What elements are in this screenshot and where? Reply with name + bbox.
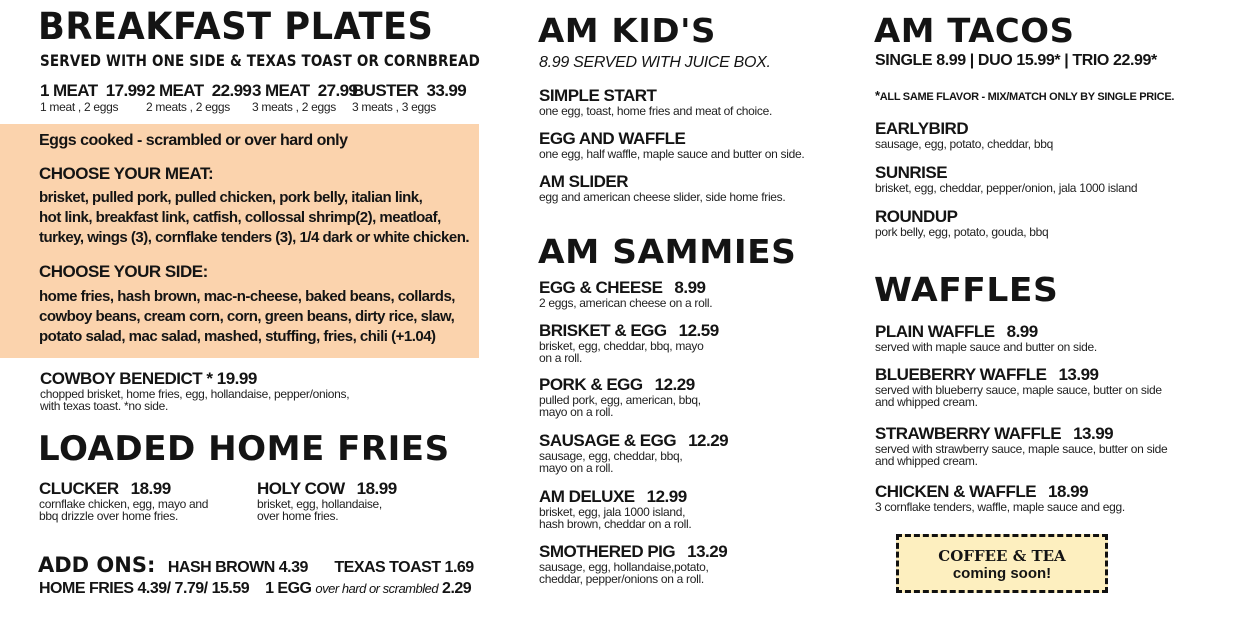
meat-line: turkey, wings (3), cornflake tenders (3), 1/4 dark or white chicken. [39, 229, 470, 246]
menu-item-name: AM SLIDER [539, 172, 628, 191]
add-ons-label: ADD ONS: [38, 553, 156, 577]
menu-item-desc: cheddar, pepper/onions on a roll. [539, 572, 704, 586]
plate-option-name: 3 MEAT [252, 81, 310, 100]
menu-item-desc: 2 eggs, american cheese on a roll. [539, 296, 713, 310]
am-kids-title: AM KID'S [538, 11, 717, 50]
menu-item-desc: brisket, egg, hollandaise, [257, 497, 382, 511]
add-on-texas-toast: TEXAS TOAST 1.69 [334, 559, 474, 576]
plate-option-desc: 1 meat , 2 eggs [40, 100, 119, 114]
menu-item-name: SIMPLE START [539, 86, 657, 105]
menu-item-price: 13.99 [1058, 365, 1099, 384]
menu-item [875, 365, 1162, 408]
menu-item-desc: brisket, egg, cheddar, bbq, mayo [539, 339, 704, 353]
menu-item-desc: sausage, egg, potato, cheddar, bbq [875, 137, 1053, 151]
menu-item-desc: over home fries. [257, 509, 339, 523]
menu-item [539, 542, 727, 585]
menu-item-desc: cornflake chicken, egg, mayo and [39, 497, 209, 511]
plate-option-desc: 3 meats , 3 eggs [352, 100, 436, 114]
choose-meat-heading: CHOOSE YOUR MEAT: [39, 164, 214, 183]
menu-item-name: BRISKET & EGG [539, 321, 667, 340]
add-on-egg: 1 EGG [265, 580, 312, 597]
menu-item-desc: one egg, half waffle, maple sauce and butter on side. [539, 147, 805, 161]
plate-option-price: 27.99 [317, 81, 358, 100]
breakfast-plates-title: BREAKFAST PLATES [38, 5, 434, 48]
menu-item [39, 479, 208, 522]
menu-item [875, 163, 1137, 194]
menu-item-name: EARLYBIRD [875, 119, 969, 138]
menu-item-name: BLUEBERRY WAFFLE [875, 365, 1047, 384]
side-line: potato salad, mac salad, mashed, stuffing, fries, chili (+1.04) [39, 328, 436, 345]
menu-item-name: EGG AND WAFFLE [539, 129, 686, 148]
menu-item [875, 119, 1053, 150]
cowboy-benedict-desc: with texas toast. *no side. [40, 399, 168, 413]
eggs-note: Eggs cooked - scrambled or over hard only [39, 132, 348, 149]
menu-item-price: 8.99 [1006, 322, 1038, 341]
menu-item [539, 431, 728, 474]
menu-item-desc: served with maple sauce and butter on side. [875, 340, 1097, 354]
cowboy-benedict-name: COWBOY BENEDICT * 19.99 [40, 369, 257, 388]
menu-item-desc: served with blueberry sauce, maple sauce, butter on side [875, 383, 1162, 397]
menu-item [539, 129, 804, 160]
plate-choices-panel [0, 124, 479, 358]
am-kids-subtitle: 8.99 SERVED WITH JUICE BOX. [539, 54, 771, 71]
plate-option-price: 22.99 [211, 81, 252, 100]
plate-option-price: 17.99 [105, 81, 146, 100]
menu-item-name: AM DELUXE [539, 487, 635, 506]
plate-option-desc: 3 meats , 2 eggs [252, 100, 336, 114]
cowboy-benedict-desc: chopped brisket, home fries, egg, hollandaise, pepper/onions, [40, 387, 350, 401]
coffee-tea-banner [896, 534, 1108, 593]
menu-item-price: 13.29 [687, 542, 728, 561]
cowboy-benedict [40, 369, 349, 412]
menu-item-desc: egg and american cheese slider, side home fries. [539, 190, 786, 204]
menu-item-desc: brisket, egg, cheddar, pepper/onion, jala 1000 island [875, 181, 1138, 195]
menu-item [539, 172, 785, 203]
side-list [39, 287, 455, 347]
menu-item-name: ROUNDUP [875, 207, 958, 226]
meat-line: hot link, breakfast link, catfish, collossal shrimp(2), meatloaf, [39, 209, 441, 226]
add-ons-row [38, 553, 474, 577]
menu-item-desc: and whipped cream. [875, 454, 978, 468]
menu-item-desc: mayo on a roll. [539, 461, 614, 475]
coffee-tea-coming-soon: coming soon! [952, 565, 1052, 582]
coffee-tea-title: COFFEE & TEA [938, 547, 1066, 565]
choose-side-heading: CHOOSE YOUR SIDE: [39, 262, 208, 281]
menu-item-name: PLAIN WAFFLE [875, 322, 995, 341]
plate-option [146, 82, 251, 114]
menu-item-price: 12.99 [646, 487, 687, 506]
menu-item-desc: one egg, toast, home fries and meat of choice. [539, 104, 773, 118]
menu-item-desc: sausage, egg, cheddar, bbq, [539, 449, 683, 463]
menu-item [539, 375, 701, 418]
menu-item-price: 18.99 [130, 479, 171, 498]
plate-option-name: 2 MEAT [146, 81, 204, 100]
meat-line: brisket, pulled pork, pulled chicken, pork belly, italian link, [39, 189, 423, 206]
menu-item [875, 424, 1167, 467]
am-tacos-note-text: ALL SAME FLAVOR - MIX/MATCH ONLY BY SINGLE PRICE. [879, 91, 1175, 103]
plate-option-desc: 2 meats , 2 eggs [146, 100, 230, 114]
menu-item-price: 18.99 [356, 479, 397, 498]
menu-item-desc: on a roll. [539, 351, 583, 365]
menu-item [539, 278, 712, 309]
menu-item-desc: mayo on a roll. [539, 405, 614, 419]
menu-item-name: CHICKEN & WAFFLE [875, 482, 1037, 501]
menu-item-name: SUNRISE [875, 163, 948, 182]
menu-item-desc: pulled pork, egg, american, bbq, [539, 393, 701, 407]
menu-item-name: HOLY COW [257, 479, 345, 498]
menu-item [875, 322, 1097, 353]
menu-item-desc: served with strawberry sauce, maple sauce, butter on side [875, 442, 1168, 456]
add-ons-row-2 [39, 580, 471, 598]
plate-option-name: BUSTER [352, 81, 419, 100]
menu-item-price: 12.29 [688, 431, 729, 450]
side-line: home fries, hash brown, mac-n-cheese, baked beans, collards, [39, 288, 455, 305]
add-on-home-fries: HOME FRIES 4.39/ 7.79/ 15.59 [39, 580, 250, 597]
menu-item [539, 321, 719, 364]
plate-option-price: 33.99 [426, 81, 467, 100]
am-tacos-pricing: SINGLE 8.99 | DUO 15.99* | TRIO 22.99* [875, 52, 1157, 69]
menu-item [539, 86, 772, 117]
meat-list [39, 188, 469, 248]
menu-item-desc: and whipped cream. [875, 395, 978, 409]
menu-item-desc: sausage, egg, hollandaise,potato, [539, 560, 709, 574]
plate-option-name: 1 MEAT [40, 81, 98, 100]
menu-item-desc: pork belly, egg, potato, gouda, bbq [875, 225, 1049, 239]
plate-option [252, 82, 357, 114]
breakfast-plates-subtitle: SERVED WITH ONE SIDE & TEXAS TOAST OR CORNBREAD [40, 51, 480, 70]
add-on-egg-note: over hard or scrambled [315, 581, 439, 596]
menu-item-price: 12.59 [678, 321, 719, 340]
am-tacos-note [875, 88, 1174, 103]
menu-item-name: PORK & EGG [539, 375, 643, 394]
add-on-hash-brown: HASH BROWN 4.39 [167, 559, 308, 576]
am-sammies-title: AM SAMMIES [538, 232, 797, 271]
menu-item-desc: bbq drizzle over home fries. [39, 509, 178, 523]
menu-item-name: SMOTHERED PIG [539, 542, 676, 561]
menu-item-name: CLUCKER [39, 479, 119, 498]
plate-option [352, 82, 466, 114]
menu-item-name: STRAWBERRY WAFFLE [875, 424, 1062, 443]
loaded-home-fries-title: LOADED HOME FRIES [38, 429, 450, 469]
menu-item-name: SAUSAGE & EGG [539, 431, 677, 450]
menu-item [875, 482, 1125, 513]
side-line: cowboy beans, cream corn, corn, green beans, dirty rice, slaw, [39, 308, 455, 325]
menu-item [539, 487, 691, 530]
add-on-egg-price: 2.29 [442, 580, 472, 597]
plate-option [40, 82, 145, 114]
menu-item [875, 207, 1048, 238]
menu-item-desc: hash brown, cheddar on a roll. [539, 517, 692, 531]
menu-item [257, 479, 397, 522]
waffles-title: WAFFLES [874, 270, 1059, 309]
am-tacos-title: AM TACOS [874, 11, 1075, 50]
menu-item-desc: 3 cornflake tenders, waffle, maple sauce and egg. [875, 500, 1125, 514]
menu-item-price: 12.29 [654, 375, 695, 394]
menu-item-price: 13.99 [1073, 424, 1114, 443]
menu-item-price: 8.99 [674, 278, 706, 297]
menu-item-name: EGG & CHEESE [539, 278, 663, 297]
menu-item-price: 18.99 [1048, 482, 1089, 501]
menu-item-desc: brisket, egg, jala 1000 island, [539, 505, 686, 519]
am-tacos-note-star: * [875, 88, 880, 103]
